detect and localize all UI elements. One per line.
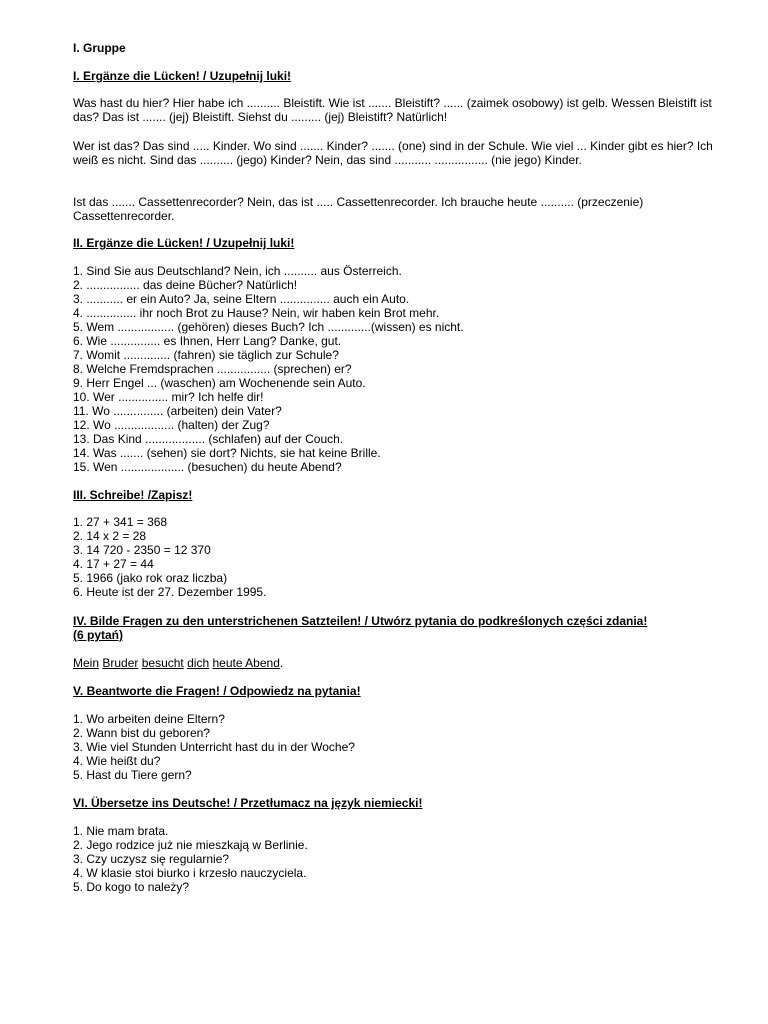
section2-list <box>73 264 713 474</box>
list-item: 14. Was ....... (sehen) sie dort? Nichts, sie hat keine Brille. <box>73 446 381 460</box>
list-item: 5. Do kogo to należy? <box>73 880 190 894</box>
section1-paragraph-3: Ist das ....... Cassettenrecorder? Nein, das ist ..... Cassettenrecorder. Ich brauche heute .......... (przeczenie) Cassettenrecorder. <box>73 195 644 223</box>
list-item: 3. Wie viel Stunden Unterricht hast du in der Woche? <box>73 740 355 754</box>
list-item: 2. 14 x 2 = 28 <box>73 529 147 543</box>
section1-heading: I. Ergänze die Lücken! / Uzupełnij luki! <box>73 69 292 83</box>
list-item: 4. W klasie stoi biurko i krzesło nauczyciela. <box>73 866 307 880</box>
list-item: 12. Wo .................. (halten) der Zug? <box>73 418 270 432</box>
list-item: 2. Wann bist du geboren? <box>73 726 210 740</box>
list-item: 4. Wie heißt du? <box>73 754 161 768</box>
section2-heading: II. Ergänze die Lücken! / Uzupełnij luki! <box>73 236 295 250</box>
underlined-word: dich <box>187 656 210 670</box>
section4-sentence <box>73 656 713 670</box>
section6-list <box>73 824 713 894</box>
section1-paragraph-1: Was hast du hier? Hier habe ich .......... Bleistift. Wie ist ....... Bleistift? ...... (zaimek osobowy) ist gelb. Wessen Bleistift ist das? Das ist ....... (jej) Bleistift. Siehst du ......... (jej) Bleistift? Natürlich! <box>73 96 712 124</box>
underlined-word: heute Abend <box>212 656 280 670</box>
list-item: 2. Jego rodzice już nie mieszkają w Berlinie. <box>73 838 308 852</box>
list-item: 5. Wem ................. (gehören) dieses Buch? Ich .............(wissen) es nicht. <box>73 320 464 334</box>
section3-list <box>73 515 713 599</box>
section5-heading: V. Beantworte die Fragen! / Odpowiedz na pytania! <box>73 684 361 698</box>
section4-heading-line2: (6 pytań) <box>73 628 124 642</box>
list-item: 13. Das Kind .................. (schlafen) auf der Couch. <box>73 432 344 446</box>
list-item: 1. Wo arbeiten deine Eltern? <box>73 712 225 726</box>
section3-heading: III. Schreibe! /Zapisz! <box>73 488 193 502</box>
list-item: 3. 14 720 - 2350 = 12 370 <box>73 543 211 557</box>
list-item: 15. Wen ................... (besuchen) du heute Abend? <box>73 460 342 474</box>
list-item: 1. Nie mam brata. <box>73 824 169 838</box>
list-item: 2. ................ das deine Bücher? Natürlich! <box>73 278 298 292</box>
section6-heading: VI. Übersetze ins Deutsche! / Przetłumacz na język niemiecki! <box>73 796 423 810</box>
underlined-word: besucht <box>141 656 184 670</box>
list-item: 9. Herr Engel ... (waschen) am Wochenende sein Auto. <box>73 376 366 390</box>
section5-list <box>73 712 713 782</box>
underlined-word: Mein <box>73 656 100 670</box>
section1-paragraph-2: Wer ist das? Das sind ..... Kinder. Wo sind ....... Kinder? ....... (one) sind in der Schule. Wie viel ... Kinder gibt es hier? Ich weiß es nicht. Sind das .......... (jego) Kinder? Nein, das sind ........... ................ (nie jego) Kinder. <box>73 139 713 167</box>
list-item: 3. ........... er ein Auto? Ja, seine Eltern ............... auch ein Auto. <box>73 292 410 306</box>
section4-heading <box>73 614 713 642</box>
section4-heading-line1: IV. Bilde Fragen zu den unterstrichenen Satzteilen! / Utwórz pytania do podkreślonych części zdania! <box>73 614 648 628</box>
list-item: 1. Sind Sie aus Deutschland? Nein, ich .......... aus Österreich. <box>73 264 402 278</box>
sentence-period: . <box>279 656 284 670</box>
list-item: 8. Welche Fremdsprachen ................ (sprechen) er? <box>73 362 352 376</box>
list-item: 10. Wer ............... mir? Ich helfe dir! <box>73 390 264 404</box>
list-item: 7. Womit .............. (fahren) sie täglich zur Schule? <box>73 348 339 362</box>
list-item: 3. Czy uczysz się regularnie? <box>73 852 230 866</box>
underlined-word: Bruder <box>102 656 139 670</box>
list-item: 6. Heute ist der 27. Dezember 1995. <box>73 585 267 599</box>
list-item: 5. 1966 (jako rok oraz liczba) <box>73 571 228 585</box>
list-item: 5. Hast du Tiere gern? <box>73 768 192 782</box>
group-title: I. Gruppe <box>73 41 126 55</box>
list-item: 11. Wo ............... (arbeiten) dein Vater? <box>73 404 282 418</box>
list-item: 1. 27 + 341 = 368 <box>73 515 168 529</box>
list-item: 6. Wie ............... es Ihnen, Herr Lang? Danke, gut. <box>73 334 342 348</box>
list-item: 4. ............... ihr noch Brot zu Hause? Nein, wir haben kein Brot mehr. <box>73 306 440 320</box>
list-item: 4. 17 + 27 = 44 <box>73 557 154 571</box>
